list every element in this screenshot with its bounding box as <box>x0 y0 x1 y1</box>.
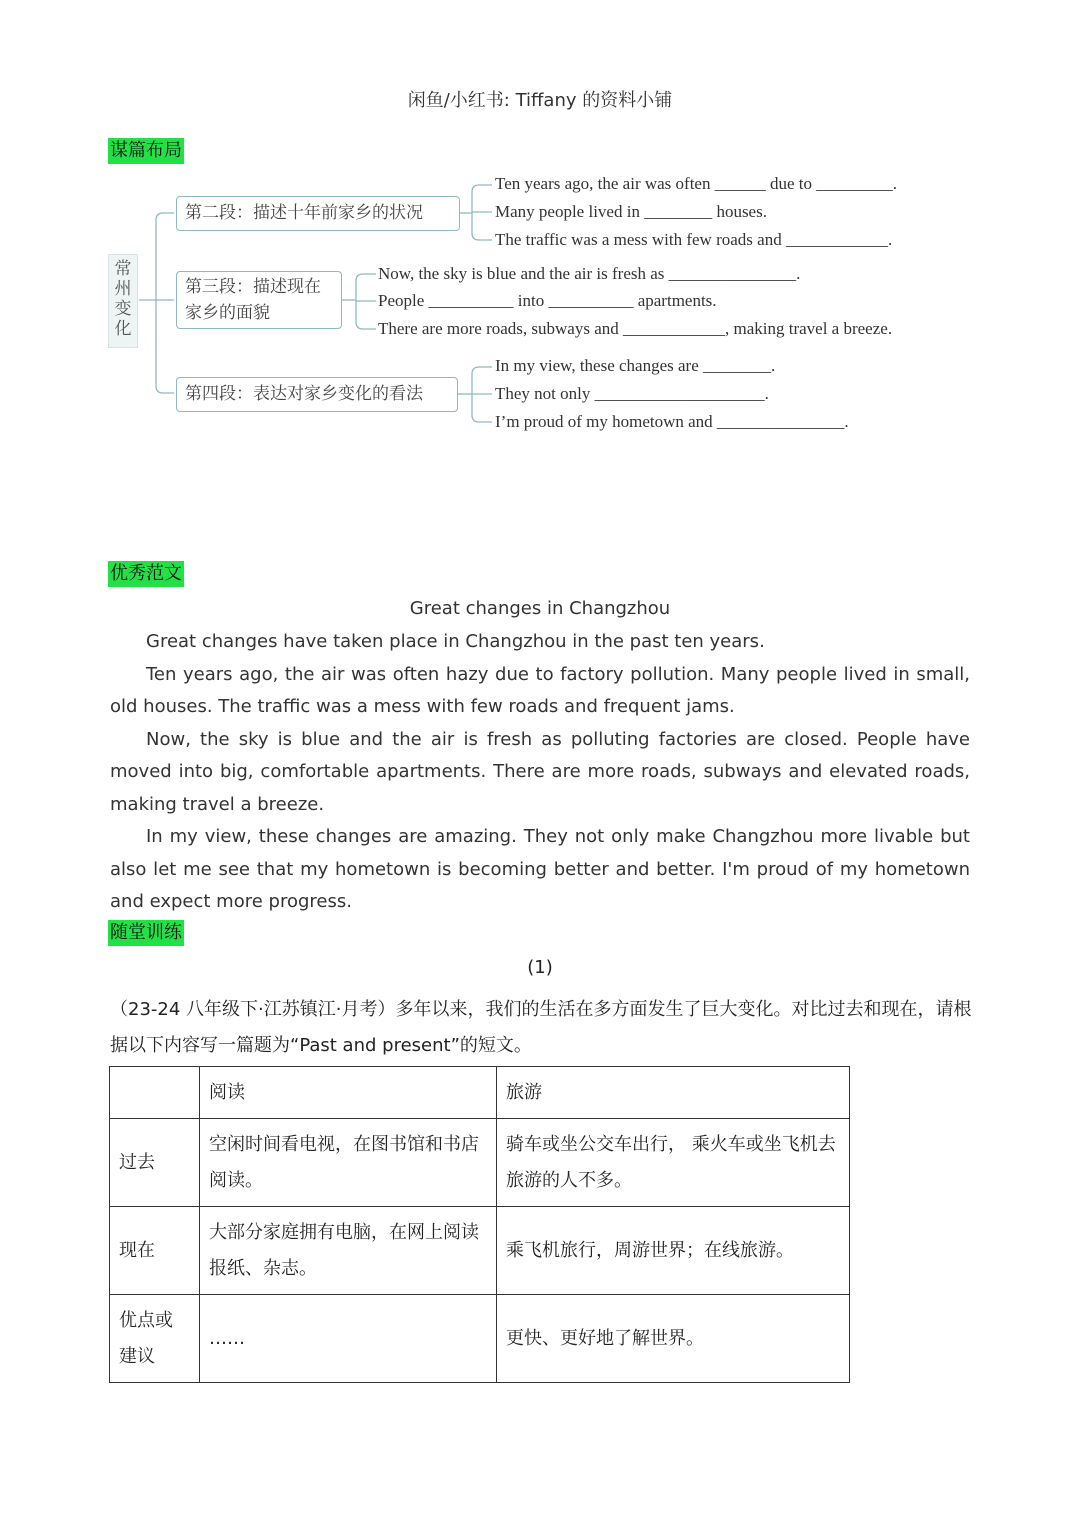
mindmap-node-para4: 第四段：表达对家乡变化的看法 <box>176 377 458 412</box>
reading-cell: 空闲时间看电视，在图书馆和书店阅读。 <box>200 1119 497 1207</box>
root-char: 常 <box>114 259 132 279</box>
mindmap-leaf: They not only ____________________. <box>495 384 769 403</box>
question-number: (1) <box>527 957 553 978</box>
essay-body <box>110 626 970 919</box>
row-label: 优点或建议 <box>110 1295 200 1383</box>
travel-cell: 骑车或坐公交车出行， 乘火车或坐飞机去旅游的人不多。 <box>497 1119 850 1207</box>
mindmap-root <box>108 254 138 348</box>
table-row <box>110 1207 850 1295</box>
table-row <box>110 1119 850 1207</box>
row-label: 过去 <box>110 1119 200 1207</box>
row-label: 现在 <box>110 1207 200 1295</box>
mindmap-leaf: The traffic was a mess with few roads and ____________. <box>495 230 893 249</box>
root-char: 变 <box>114 299 132 319</box>
essay-paragraph: Now, the sky is blue and the air is fresh as polluting factories are closed. People have moved into big, comfortable apartments. There are more roads, subways and elevated roads, making travel a breeze. <box>110 728 970 815</box>
mindmap-leaf: There are more roads, subways and ____________, making travel a breeze. <box>378 319 893 338</box>
section-label-practice: 随堂训练 <box>108 920 184 946</box>
table-header-row <box>110 1067 850 1119</box>
root-char: 化 <box>114 319 132 339</box>
table-header-cell: 阅读 <box>200 1067 497 1119</box>
prompt-table <box>109 1066 850 1383</box>
essay-paragraph: Ten years ago, the air was often hazy due to factory pollution. Many people lived in small, old houses. The traffic was a mess with few roads and frequent jams. <box>110 663 970 717</box>
mindmap-leaf: Ten years ago, the air was often ______ due to _________. <box>495 174 897 193</box>
mindmap-leaf: I’m proud of my hometown and _______________. <box>495 412 849 431</box>
table-header-cell <box>110 1067 200 1119</box>
essay-title: Great changes in Changzhou <box>409 598 671 619</box>
mindmap-node-para2: 第二段：描述十年前家乡的状况 <box>176 196 460 231</box>
section-label-model: 优秀范文 <box>108 561 184 587</box>
mindmap-leaf: Now, the sky is blue and the air is fresh as _______________. <box>378 264 801 283</box>
section-label-layout: 谋篇布局 <box>108 138 184 164</box>
mindmap-leaf: Many people lived in ________ houses. <box>495 202 767 221</box>
reading-cell: …… <box>200 1295 497 1383</box>
mindmap-leaf: In my view, these changes are ________. <box>495 356 776 375</box>
node-line: 第三段：描述现在 <box>185 277 321 297</box>
question-prompt: （23-24 八年级下·江苏镇江·月考）多年以来，我们的生活在多方面发生了巨大变化。对比过去和现在，请根据以下内容写一篇题为“Past and present”的短文。 <box>110 999 972 1056</box>
root-char: 州 <box>114 279 132 299</box>
mindmap-node-para3 <box>176 271 342 329</box>
travel-cell: 乘飞机旅行，周游世界；在线旅游。 <box>497 1207 850 1295</box>
mindmap-leaf: People __________ into __________ apartments. <box>378 291 717 310</box>
essay-paragraph: In my view, these changes are amazing. They not only make Changzhou more livable but also let me see that my hometown is becoming better and better. I'm proud of my hometown and expect more progress. <box>110 826 970 912</box>
node-line: 家乡的面貌 <box>185 303 270 323</box>
travel-cell: 更快、更好地了解世界。 <box>497 1295 850 1383</box>
table-header-cell: 旅游 <box>497 1067 850 1119</box>
table-row <box>110 1295 850 1383</box>
essay-paragraph: Great changes have taken place in Changzhou in the past ten years. <box>146 631 765 652</box>
reading-cell: 大部分家庭拥有电脑，在网上阅读报纸、杂志。 <box>200 1207 497 1295</box>
page-header: 闲鱼/小红书: Tiffany 的资料小铺 <box>407 90 673 111</box>
